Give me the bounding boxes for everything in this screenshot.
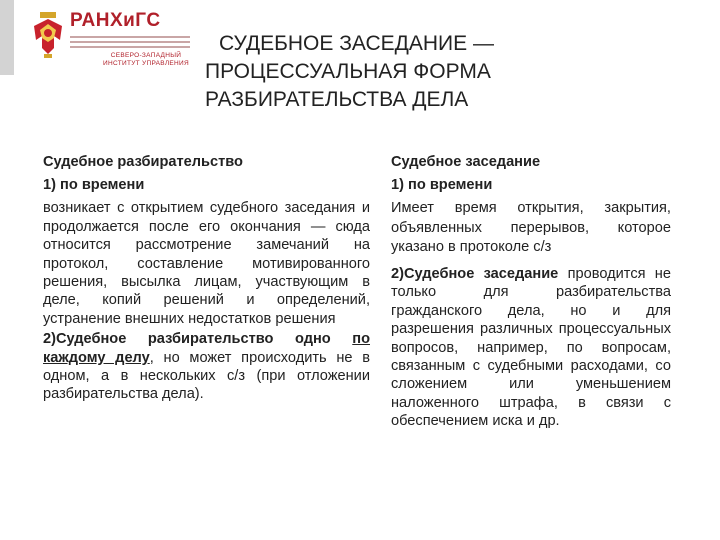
left-column (43, 153, 370, 406)
title-line: РАЗБИРАТЕЛЬСТВА ДЕЛА (205, 88, 469, 111)
left-subheading: 1) по времени (43, 177, 145, 194)
left-heading: Судебное разбирательство (43, 154, 243, 170)
right-para2-rest: проводится не только для разбирательства гражданского дела, но и для разрешения различных процессуальных вопросов, например, по вопросам, связанным с судебными расходами, со сложением или уменьшением наложенного штрафа, в связи с обеспечением иска и др. (391, 266, 671, 430)
logo-stripe (70, 36, 190, 38)
logo-stripe (70, 41, 190, 43)
left-paragraph-1: возникает с открытием судебного заседания и продолжается после его окончания — сюда относится рассмотрение замечаний на протокол, составление мотивированного решения, высылка лицам, участвующим в деле, копий решений и определений, устранение внешних недостатков решения (43, 200, 370, 327)
right-column (391, 153, 671, 433)
right-subheading: 1) по времени (391, 177, 493, 194)
logo-subtitle-line: ИНСТИТУТ УПРАВЛЕНИЯ (102, 60, 190, 67)
left-para2-rest: , но может происходить не в одном, а в нескольких с/з (при отложении разбирательства дела). (43, 349, 370, 403)
left-para2-underline: по каждому делу (43, 331, 370, 366)
logo-subtitle-line: СЕВЕРО-ЗАПАДНЫЙ (110, 52, 182, 59)
ranepa-logo (30, 8, 190, 70)
right-para2-bold: 2)Судебное заседание (391, 266, 559, 283)
right-paragraph-1: Имеет время открытия, закрытия, объявленных перерывов, которое указано в протоколе с/з (391, 200, 671, 255)
eagle-emblem-icon (30, 10, 66, 60)
logo-subtitle (96, 52, 196, 68)
left-para2-bold: 2)Судебное разбирательство одно (43, 331, 353, 348)
logo-stripe (70, 46, 190, 48)
logo-brand: РАНХиГС (70, 10, 161, 31)
right-paragraph-2 (391, 265, 671, 431)
accent-bar (0, 0, 14, 75)
title-line: ПРОЦЕССУАЛЬНАЯ ФОРМА (205, 60, 491, 83)
slide-title (205, 30, 625, 114)
title-line: СУДЕБНОЕ ЗАСЕДАНИЕ — (219, 32, 494, 55)
left-paragraph-2 (43, 330, 370, 404)
right-heading: Судебное заседание (391, 154, 541, 170)
